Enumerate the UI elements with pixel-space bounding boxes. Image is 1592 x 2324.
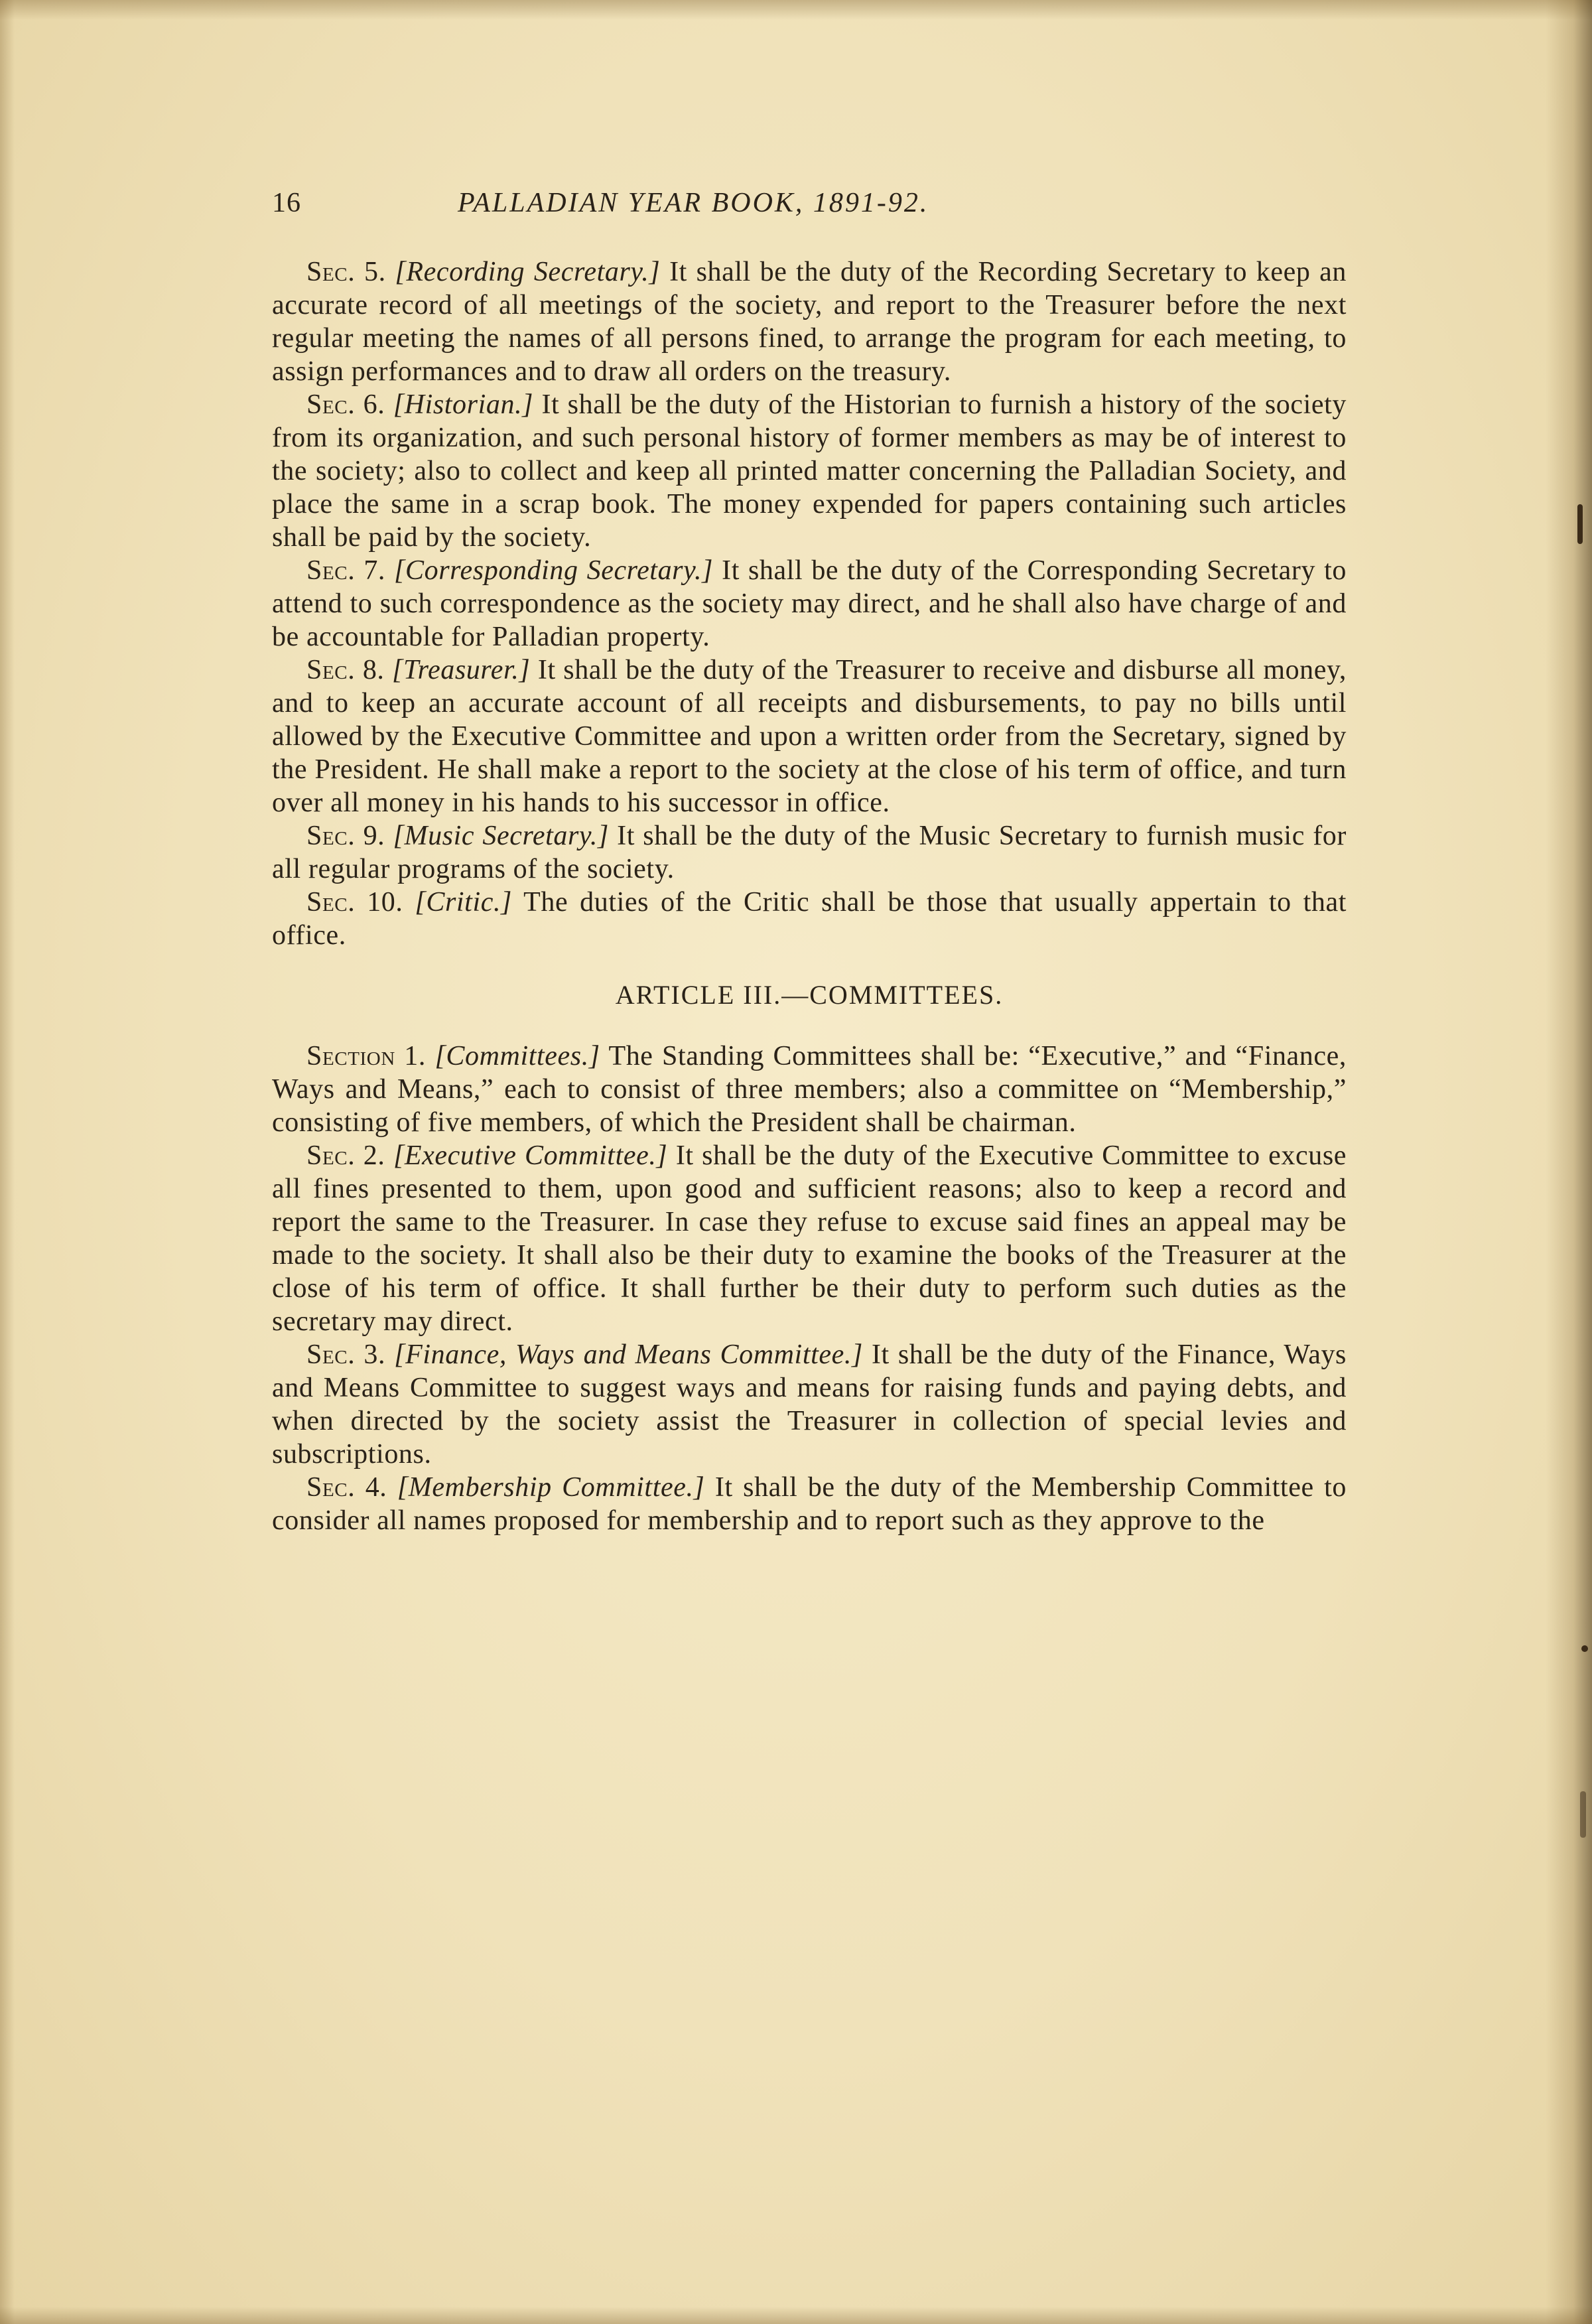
page-edge-shadow-left [0, 0, 15, 2324]
section-title: [Treasurer.] [392, 655, 531, 685]
section-text: It shall be the duty of the Membership Committee to consider all names proposed for membership and to report such as they approve to the [272, 1472, 1347, 1536]
section-paragraph [272, 1040, 1347, 1139]
section-title: [Music Secretary.] [393, 821, 609, 851]
section-title: [Corresponding Secretary.] [394, 555, 714, 586]
body-text [272, 255, 1347, 1537]
section-label: Sec. 9. [306, 821, 385, 851]
page-header [272, 187, 1347, 227]
section-label: Sec. 10. [306, 887, 403, 918]
section-label: Sec. 8. [306, 655, 385, 685]
section-text: It shall be the duty of the Recording Secretary to keep an accurate record of all meetings of the society, and report to the Treasurer before the next regular meeting the names of all persons fined, to arrange the program for each meeting, to assign performances and to draw all orders on the treasury. [272, 257, 1347, 387]
section-text: It shall be the duty of the Finance, Ways and Means Committee to suggest ways and means for raising funds and paying debts, and when directed by the society assist the Treasurer in collection of special levies and subscriptions. [272, 1339, 1347, 1470]
section-label: Section 1. [306, 1041, 427, 1071]
article-heading: ARTICLE III.—COMMITTEES. [615, 980, 1004, 1010]
page-edge-shadow-top [0, 0, 1592, 20]
section-paragraph [272, 886, 1347, 952]
section-paragraph [272, 819, 1347, 886]
section-label: Sec. 3. [306, 1339, 386, 1370]
section-title: [Recording Secretary.] [395, 257, 661, 287]
section-title: [Finance, Ways and Means Committee.] [394, 1339, 863, 1370]
section-title: [Historian.] [393, 389, 534, 420]
section-text: The duties of the Critic shall be those that usually appertain to that office. [272, 887, 1347, 951]
running-title: PALLADIAN YEAR BOOK, 1891-92. [458, 188, 929, 218]
section-text: It shall be the duty of the Music Secretary to furnish music for all regular programs of the society. [272, 821, 1347, 884]
section-paragraph [272, 653, 1347, 819]
section-paragraph [272, 554, 1347, 653]
section-paragraph [272, 255, 1347, 388]
ink-speck [1580, 1791, 1586, 1838]
section-paragraph [272, 1338, 1347, 1471]
page-number: 16 [272, 188, 301, 218]
section-title: [Membership Committee.] [397, 1472, 705, 1503]
page-edge-shadow-right [1546, 0, 1592, 2324]
section-paragraph [272, 1471, 1347, 1537]
section-text: It shall be the duty of the Historian to furnish a history of the society from its organization, and such personal history of former members as may be of interest to the society; also to collect and keep all printed matter concerning the Palladian Society, and place the same in a scrap book. The money expended for papers containing such articles shall be paid by the society. [272, 389, 1347, 553]
ink-speck [1577, 504, 1583, 544]
section-text: It shall be the duty of the Corresponding Secretary to attend to such correspondence as the society may direct, and he shall also have charge of and be accountable for Palladian property. [272, 555, 1347, 652]
section-title: [Committees.] [434, 1041, 600, 1071]
section-text: It shall be the duty of the Treasurer to receive and disburse all money, and to keep an accurate account of all receipts and disbursements, to pay no bills until allowed by the Executive Committee and upon a written order from the Secretary, signed by the President. He shall make a report to the society at the close of his term of office, and turn over all money in his hands to his successor in office. [272, 655, 1347, 818]
section-label: Sec. 7. [306, 555, 386, 586]
section-paragraph [272, 1139, 1347, 1338]
section-paragraph [272, 388, 1347, 554]
section-label: Sec. 2. [306, 1140, 385, 1171]
ink-speck [1581, 1645, 1588, 1652]
section-text: The Standing Committees shall be: “Executive,” and “Finance, Ways and Means,” each to consist of three members; also a committee on “Membership,” consisting of five members, of which the President shall be chairman. [272, 1041, 1347, 1138]
section-title: [Executive Committee.] [393, 1140, 668, 1171]
section-label: Sec. 4. [306, 1472, 387, 1503]
section-label: Sec. 6. [306, 389, 385, 420]
section-text: It shall be the duty of the Executive Committee to excuse all fines presented to them, upon good and sufficient reasons; also to keep a record and report the same to the Treasurer. In case they refuse to excuse said fines an appeal may be made to the society. It shall also be their duty to examine the books of the Treasurer at the close of his term of office. It shall further be their duty to perform such duties as the secretary may direct. [272, 1140, 1347, 1337]
section-title: [Critic.] [415, 887, 513, 918]
section-label: Sec. 5. [306, 257, 386, 287]
page-edge-shadow-bottom [0, 2307, 1592, 2324]
